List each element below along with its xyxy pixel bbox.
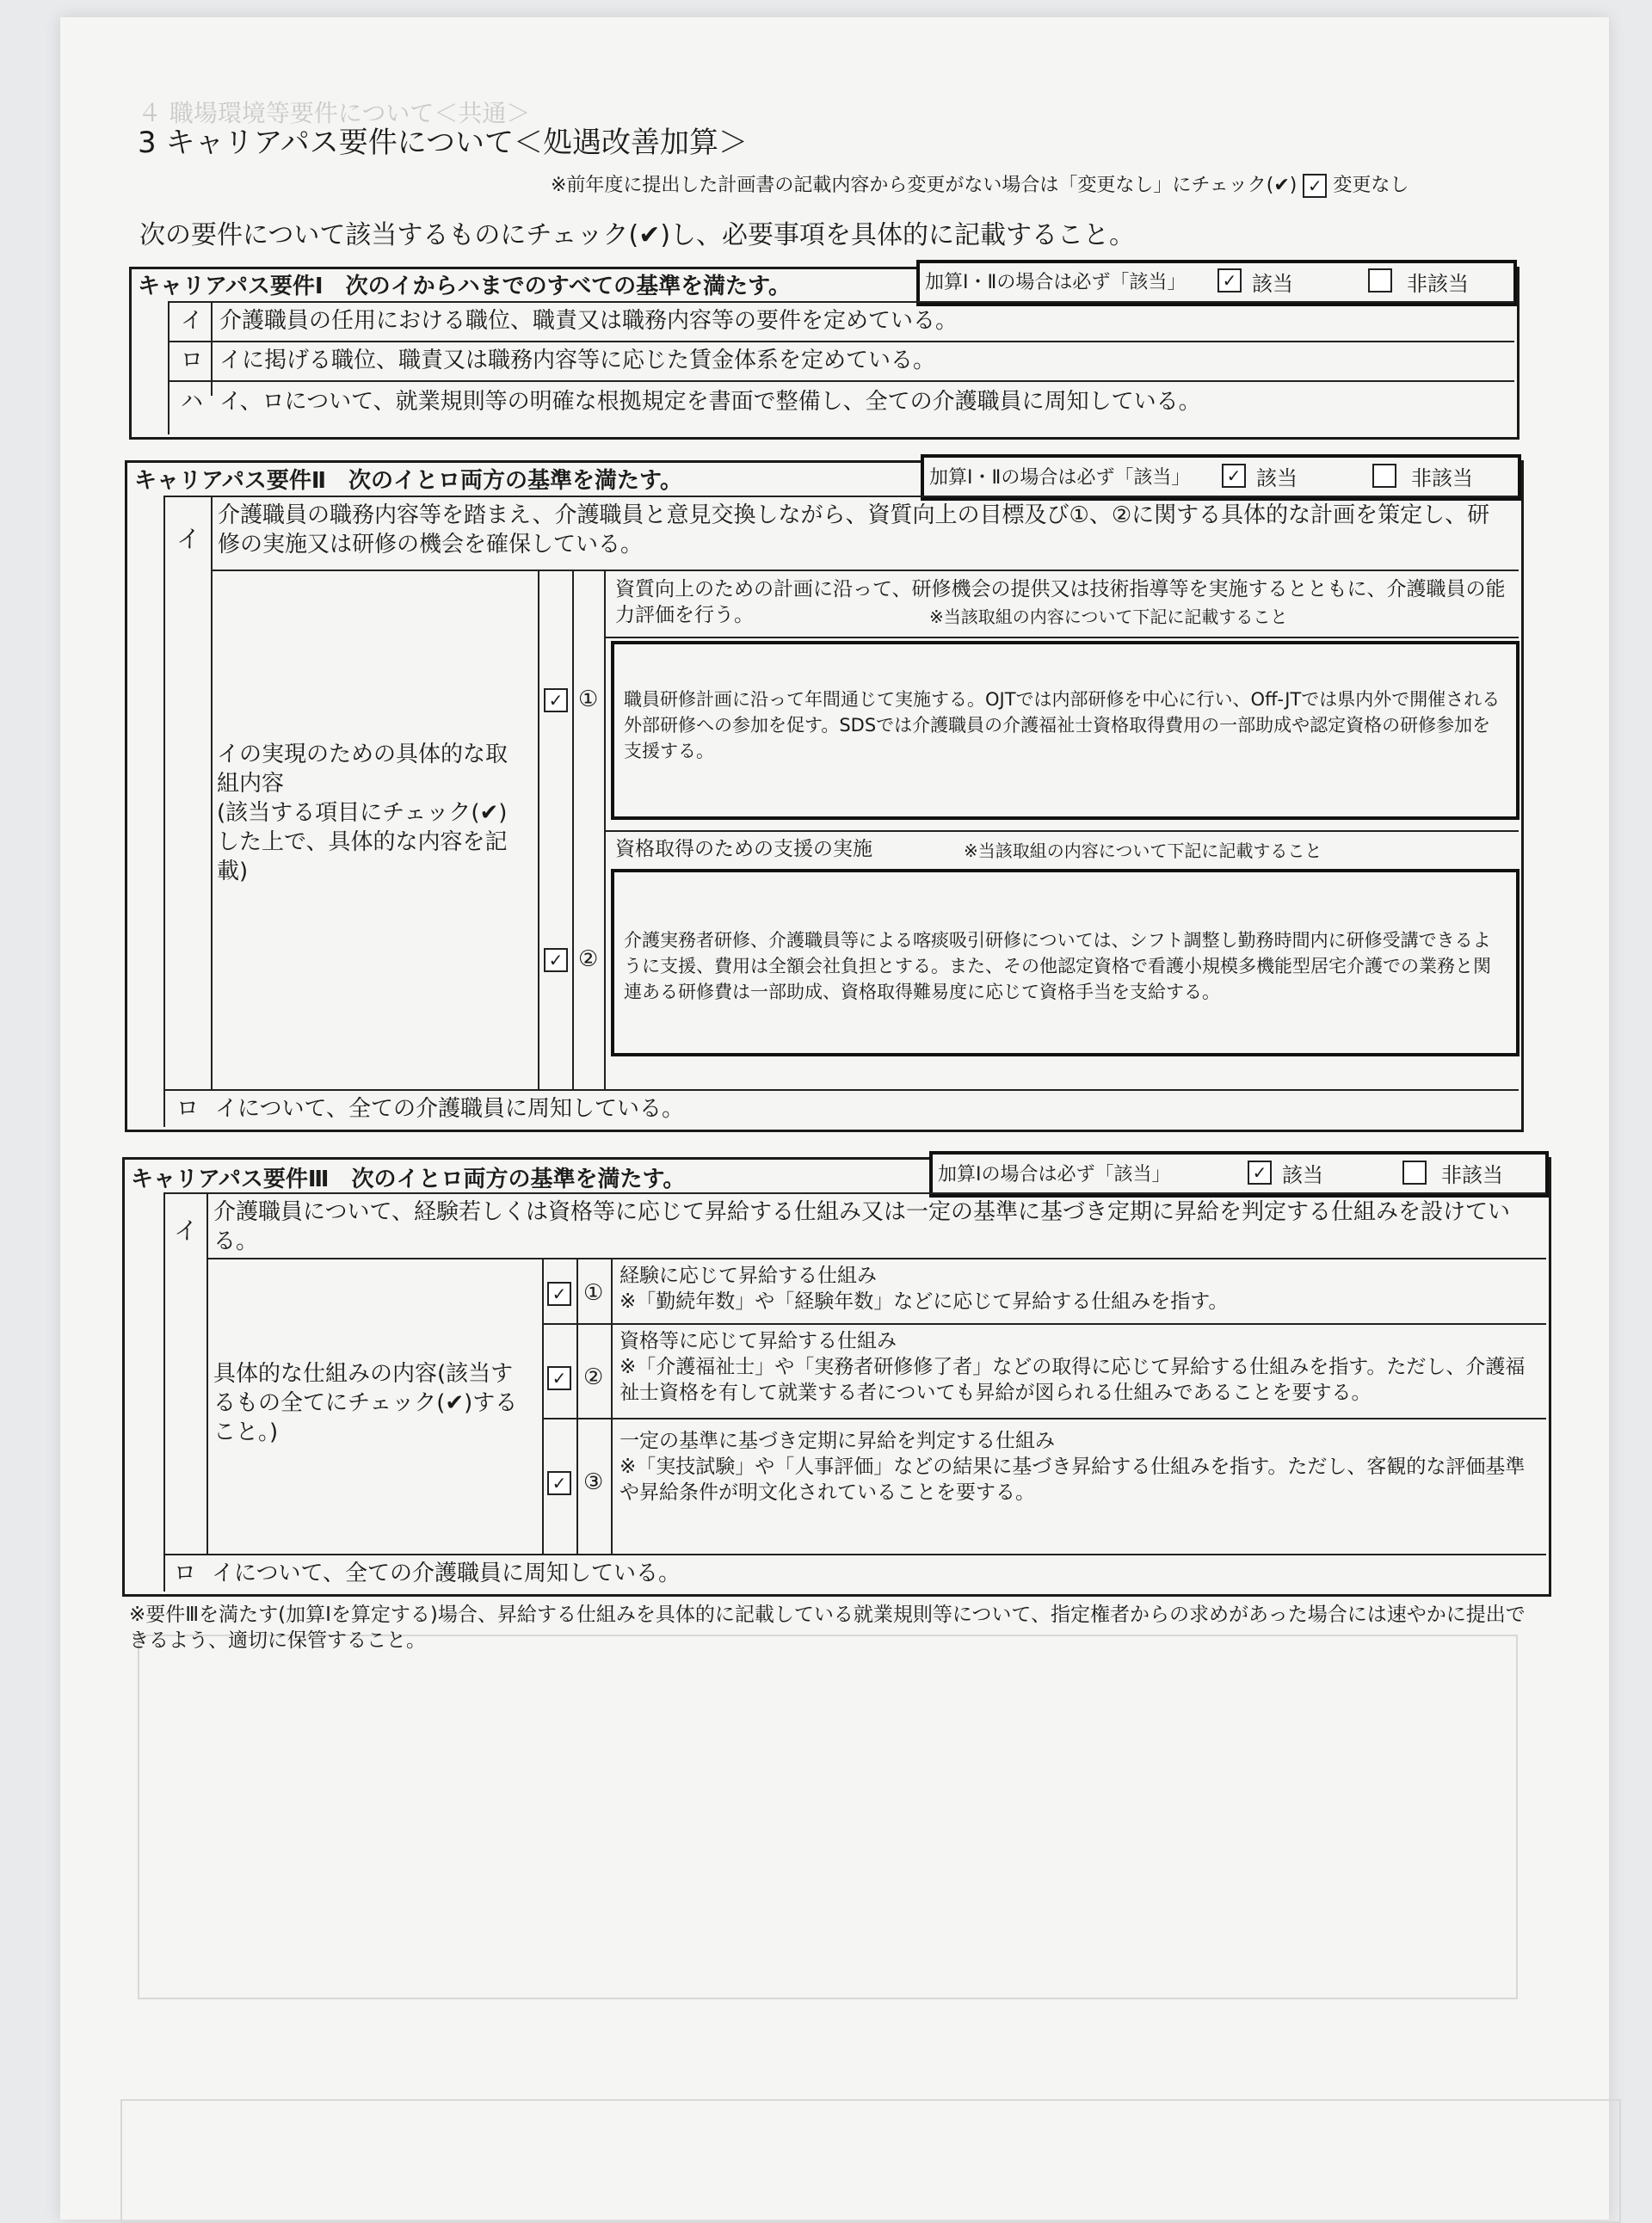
req2-yes-label: 該当 (1256, 466, 1298, 490)
req2-i-kana: イ (176, 525, 201, 553)
req3-kana-divider (206, 1192, 208, 1554)
req1-row-rule (168, 380, 1514, 382)
footnote: ※要件Ⅲを満たす(加算Ⅰを算定する)場合、昇給する仕組みを具体的に記載している就業規則等について、指定権者からの求めがあった場合には速やかに提出できるよう、適切に保管すること。 (129, 1604, 1526, 1652)
no-change-note (551, 170, 1409, 198)
req2-indent-line (163, 496, 165, 1127)
req2-row-rule (163, 1089, 1519, 1091)
req1-row-text: イ、ロについて、就業規則等の明確な根拠規定を書面で整備し、全ての介護職員に周知している。 (219, 389, 1201, 415)
req2-num-divider (604, 570, 606, 1089)
no-change-note-text: ※前年度に提出した計画書の記載内容から変更がない場合は「変更なし」にチェック(✔) (551, 175, 1298, 196)
req2-no-checkbox[interactable] (1372, 464, 1396, 488)
bleed-through-box (120, 2099, 1621, 2223)
req1-row-kana: ロ (181, 348, 204, 373)
req2-item-num: ② (578, 946, 599, 972)
req1-yes-label: 該当 (1252, 272, 1293, 296)
req3-item-num: ③ (583, 1469, 604, 1495)
document-page (60, 17, 1609, 2220)
req1-no-checkbox[interactable] (1368, 268, 1392, 292)
req3-num-divider (611, 1258, 613, 1554)
req3-item-num: ② (583, 1364, 604, 1390)
req2-item-body: 介護実務者研修、介護職員等による喀痰吸引研修については、シフト調整し勤務時間内に研修受講できるように支援、費用は全額会社負担とする。また、その他認定資格で看護小規模多機能型居宅介護での業務と関連ある研修費は一部助成、資格取得難易度に応じて資格手当を支給する。 (624, 930, 1491, 1002)
req3-item-body: ※「介護福祉士」や「実務者研修修了者」などの取得に応じて昇給する仕組みを指す。ただし、介護福祉士資格を有して就業する者についても昇給が図られる仕組みであることを要する。 (620, 1356, 1526, 1404)
req2-no-label: 非該当 (1411, 466, 1473, 490)
req1-no-label: 非該当 (1407, 272, 1469, 296)
req2-check-divider (572, 570, 574, 1089)
req3-indent-line (163, 1192, 165, 1592)
req2-item-body: 職員研修計画に沿って年間通じて実施する。OJTでは内部研修を中心に行い、Off-JTでは県内外で開催される外部研修への参加を促す。SDSでは介護職員の介護福祉士資格取得費用の一部助成や認定資格の研修参加を支援する。 (624, 689, 1501, 761)
req2-item-num: ① (578, 687, 599, 712)
req3-row-rule (163, 1554, 1546, 1555)
req3-i-kana: イ (174, 1216, 199, 1245)
req1-row-rule (168, 301, 1514, 303)
req3-ro-text: イについて、全ての介護職員に周知している。 (212, 1561, 681, 1586)
req2-ro-kana: ロ (176, 1096, 200, 1122)
req2-row-rule (163, 496, 1519, 497)
bleed-through-table (138, 1635, 1518, 1999)
req3-left-label: 具体的な仕組みの内容(該当するもの全てにチェック(✔)すること。) (213, 1361, 518, 1445)
req2-label-divider (538, 570, 539, 1089)
req3-item-checkbox[interactable]: ✓ (547, 1471, 571, 1495)
req1-row-kana: イ (181, 308, 204, 334)
req3-item-head: 一定の基準に基づき定期に昇給を判定する仕組み (620, 1430, 1055, 1452)
no-change-checkbox[interactable]: ✓ (1303, 174, 1327, 198)
req1-yes-checkbox[interactable]: ✓ (1217, 268, 1242, 292)
req3-yes-label: 該当 (1282, 1163, 1323, 1187)
req2-badge: 加算Ⅰ・Ⅱの場合は必ず「該当」 (929, 467, 1191, 489)
req3-label-divider (542, 1258, 544, 1554)
req1-heading: キャリアパス要件Ⅰ 次のイからハまでのすべての基準を満たす。 (138, 274, 791, 299)
req2-kana-divider (211, 496, 213, 1089)
section-title: 3 キャリアパス要件について＜処遇改善加算＞ (138, 126, 749, 160)
req3-item-body: ※「勤続年数」や「経験年数」などに応じて昇給する仕組みを指す。 (620, 1290, 1229, 1313)
req3-row-rule (542, 1418, 1546, 1419)
req3-item-num: ① (583, 1280, 604, 1306)
req3-row-rule (206, 1258, 1546, 1259)
req3-check-divider (576, 1258, 578, 1554)
req1-row-kana: ハ (181, 389, 204, 415)
req3-item-checkbox[interactable]: ✓ (547, 1282, 571, 1306)
req3-i-text: 介護職員について、経験若しくは資格等に応じて昇給する仕組み又は一定の基準に基づき定期に昇給を判定する仕組みを設けている。 (213, 1199, 1510, 1254)
req3-ro-kana: ロ (174, 1561, 197, 1586)
req2-heading: キャリアパス要件Ⅱ 次のイとロ両方の基準を満たす。 (134, 468, 682, 494)
req3-no-checkbox[interactable] (1402, 1161, 1427, 1185)
bleed-through-text: ４ 職場環境等要件について＜共通＞ (138, 99, 531, 127)
req3-no-label: 非該当 (1441, 1163, 1503, 1187)
req2-row-rule (211, 570, 1519, 571)
req1-row-text: 介護職員の任用における職位、職責又は職務内容等の要件を定めている。 (219, 308, 959, 334)
instruction-text: 次の要件について該当するものにチェック(✔)し、必要事項を具体的に記載すること。 (139, 220, 1136, 250)
no-change-label: 変更なし (1333, 175, 1409, 196)
req2-row-rule (604, 637, 1519, 638)
req2-ro-text: イについて、全ての介護職員に周知している。 (215, 1096, 684, 1122)
req2-item-head: 資格取得のための支援の実施 (615, 838, 872, 860)
req2-item-head: 資質向上のための計画に沿って、研修機会の提供又は技術指導等を実施するとともに、介護職員の能力評価を行う。 (615, 578, 1506, 626)
req3-item-head: 資格等に応じて昇給する仕組み (620, 1330, 897, 1352)
req2-item-note: ※当該取組の内容について下記に記載すること (929, 607, 1288, 627)
req3-item-body: ※「実技試験」や「人事評価」などの結果に基づき昇給する仕組みを指す。ただし、客観的な評価基準や昇給条件が明文化されていることを要する。 (620, 1456, 1526, 1504)
req3-row-rule (163, 1192, 1546, 1194)
req1-badge: 加算Ⅰ・Ⅱの場合は必ず「該当」 (925, 272, 1187, 293)
req2-row-rule (604, 830, 1519, 832)
req3-row-rule (542, 1323, 1546, 1325)
req3-yes-checkbox[interactable]: ✓ (1248, 1161, 1272, 1185)
req3-badge: 加算Ⅰの場合は必ず「該当」 (938, 1164, 1171, 1185)
req2-item-note: ※当該取組の内容について下記に記載すること (964, 841, 1322, 861)
req1-indent-line (168, 301, 170, 434)
req3-item-head: 経験に応じて昇給する仕組み (620, 1265, 877, 1287)
req2-i-text: 介護職員の職務内容等を踏まえ、介護職員と意見交換しながら、資質向上の目標及び①、②に関する具体的な計画を策定し、研修の実施又は研修の機会を確保している。 (218, 502, 1490, 557)
req2-item-checkbox[interactable]: ✓ (544, 688, 568, 712)
req2-item-checkbox[interactable]: ✓ (544, 948, 568, 972)
req1-row-rule (168, 341, 1514, 342)
req3-item-checkbox[interactable]: ✓ (547, 1366, 571, 1390)
req1-row-text: イに掲げる職位、職責又は職務内容等に応じた賃金体系を定めている。 (219, 348, 936, 373)
req2-left-label: イの実現のための具体的な取組内容 (該当する項目にチェック(✔)した上で、具体的な内容を記載) (217, 742, 509, 884)
req2-yes-checkbox[interactable]: ✓ (1222, 464, 1246, 488)
req3-heading: キャリアパス要件Ⅲ 次のイとロ両方の基準を満たす。 (131, 1167, 686, 1192)
